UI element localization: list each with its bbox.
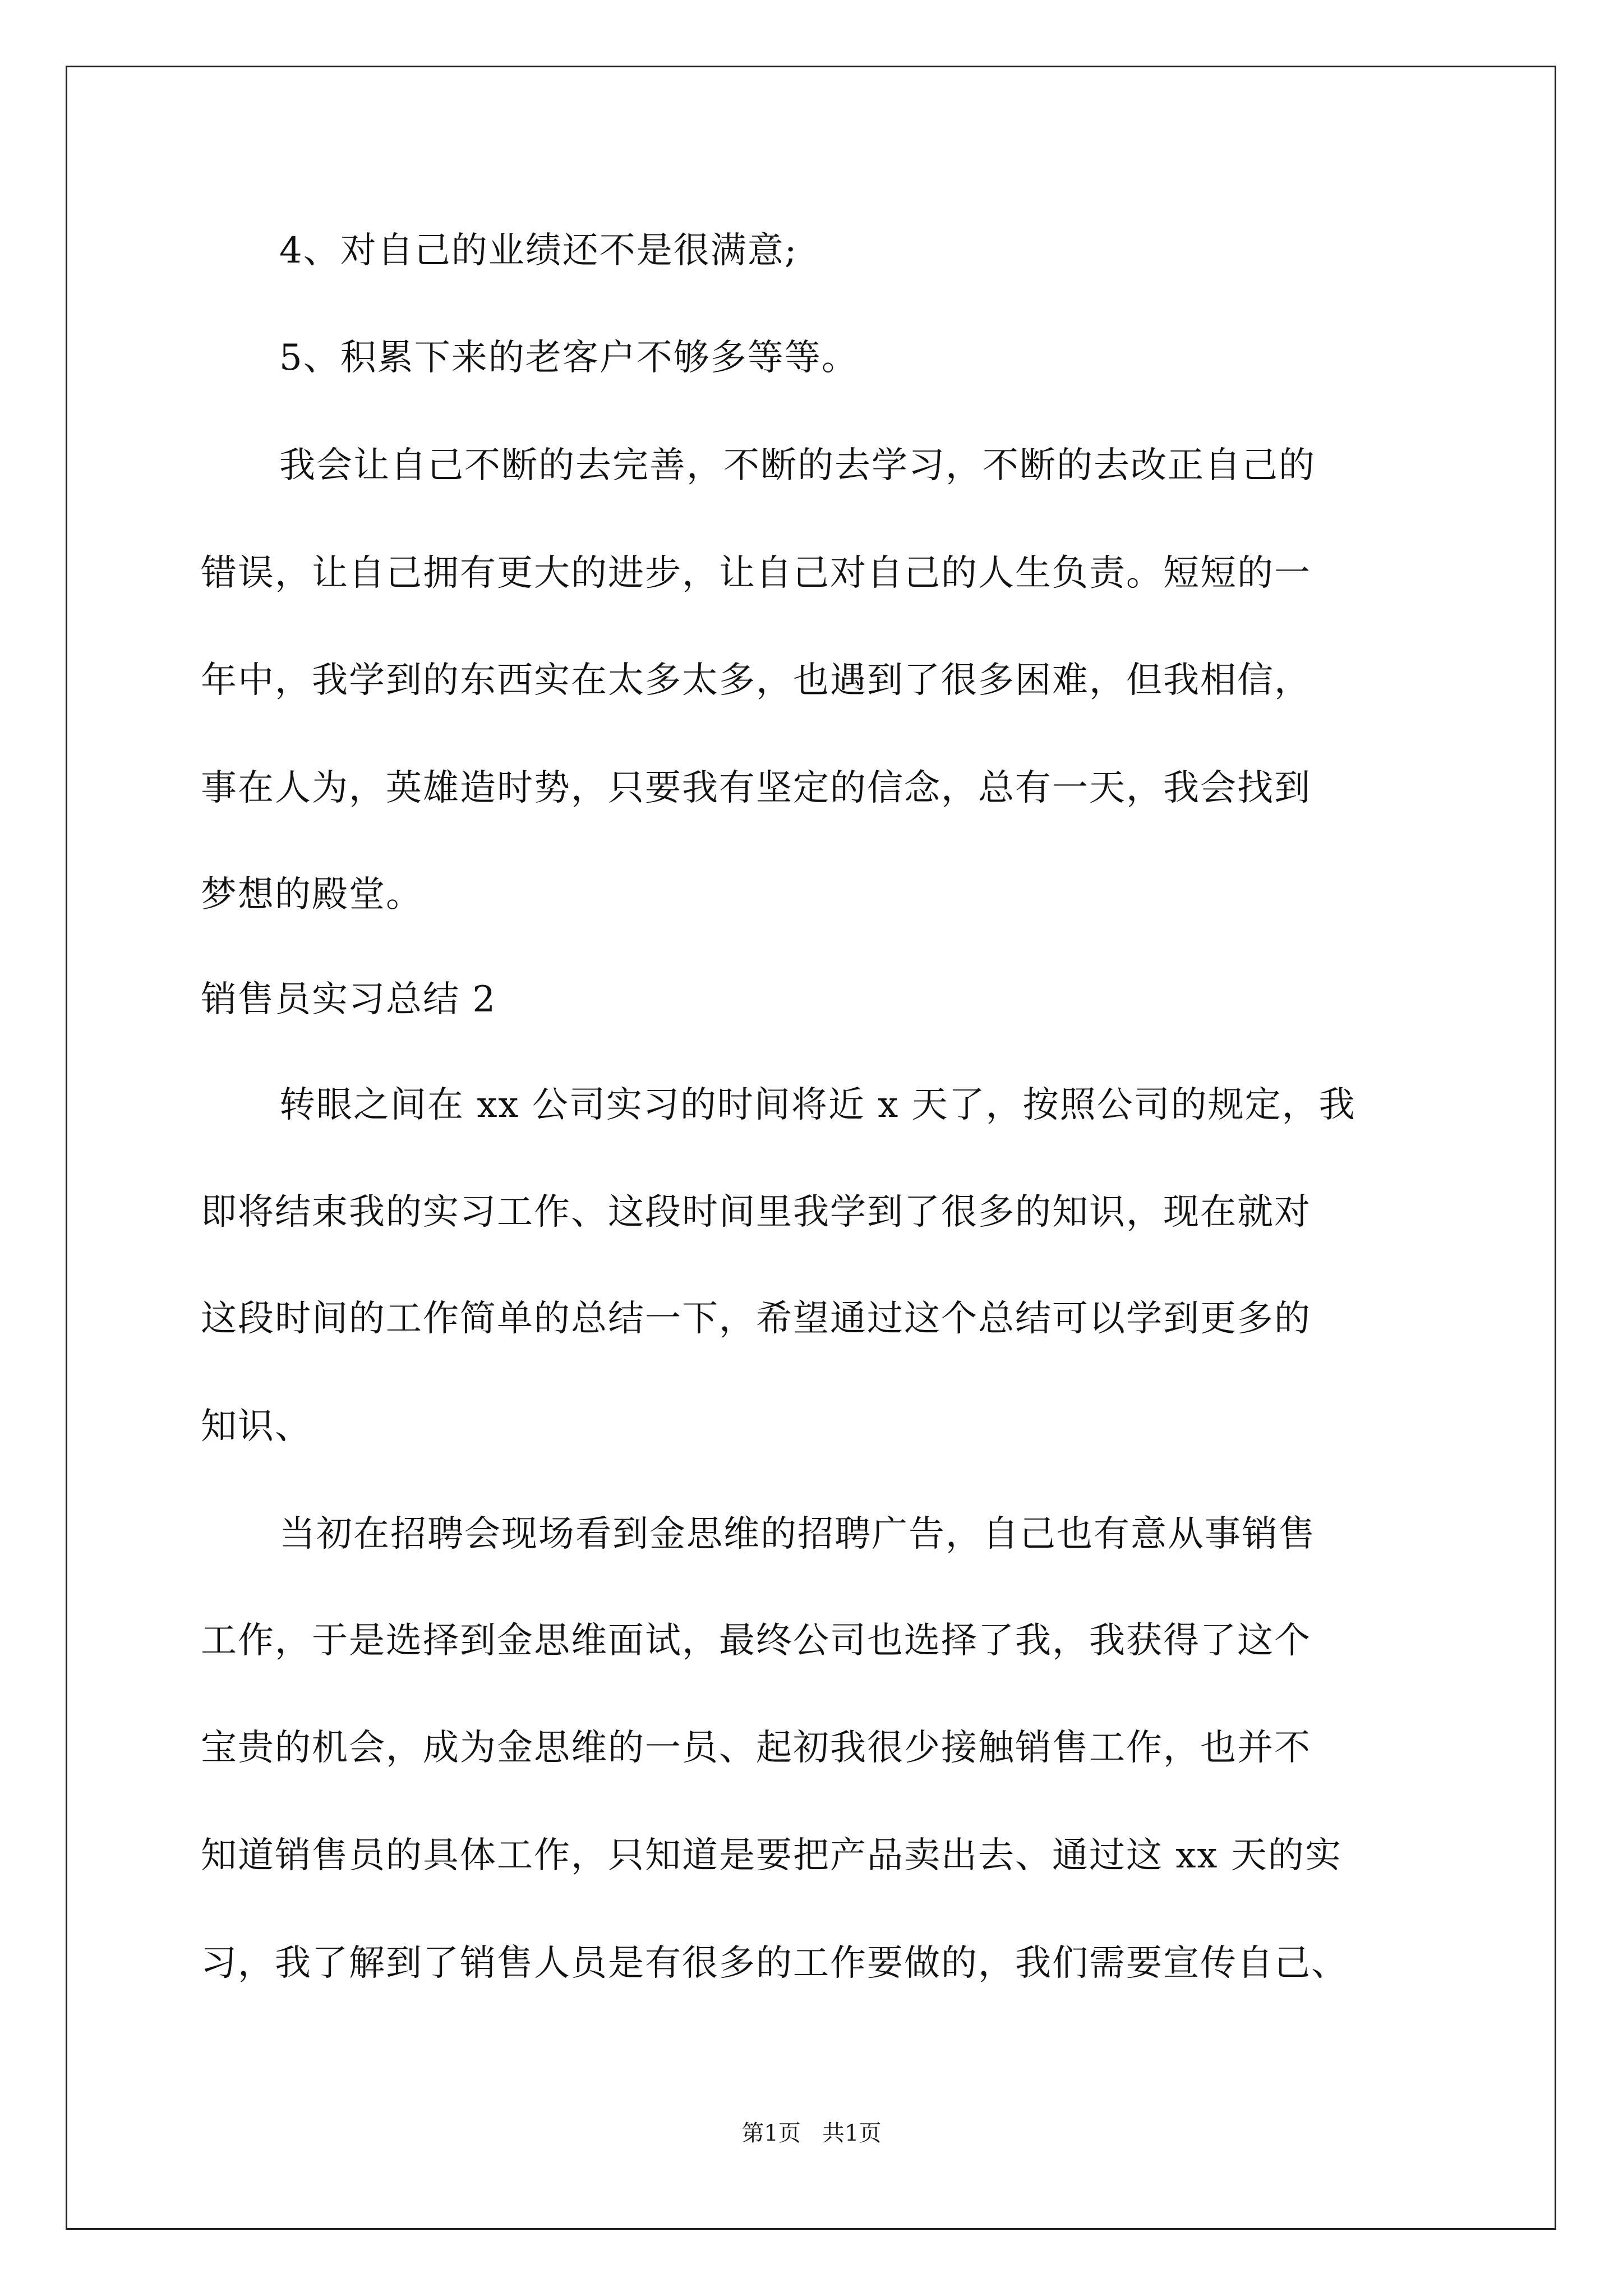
- paragraph-line: 当初在招聘会现场看到金思维的招聘广告，自己也有意从事销售: [279, 1513, 1316, 1555]
- page-border: [66, 66, 1556, 2230]
- paragraph-line: 这段时间的工作简单的总结一下，希望通过这个总结可以学到更多的: [201, 1298, 1311, 1340]
- paragraph-line: 即将结束我的实习工作、这段时间里我学到了很多的知识，现在就对: [201, 1191, 1311, 1233]
- paragraph-line: 宝贵的机会，成为金思维的一员、起初我很少接触销售工作，也并不: [201, 1727, 1311, 1769]
- paragraph-line: 我会让自己不断的去完善，不断的去学习，不断的去改正自己的: [279, 445, 1316, 486]
- paragraph-line: 知道销售员的具体工作，只知道是要把产品卖出去、通过这 xx 天的实: [201, 1835, 1342, 1876]
- list-item-4: 4、对自己的业绩还不是很满意;: [279, 230, 798, 272]
- section-heading: 销售员实习总结 2: [201, 979, 497, 1020]
- list-item-5: 5、积累下来的老客户不够多等等。: [279, 337, 859, 379]
- paragraph-line: 年中，我学到的东西实在太多太多，也遇到了很多困难，但我相信，: [201, 660, 1311, 701]
- paragraph-line: 梦想的殿堂。: [201, 874, 423, 915]
- paragraph-line: 习，我了解到了销售人员是有很多的工作要做的，我们需要宣传自己、: [201, 1943, 1348, 1984]
- paragraph-line: 事在人为，英雄造时势，只要我有坚定的信念，总有一天，我会找到: [201, 767, 1311, 809]
- paragraph-line: 知识、: [201, 1406, 312, 1447]
- page-number-footer: 第1页 共1页: [741, 2120, 882, 2146]
- paragraph-line: 工作，于是选择到金思维面试，最终公司也选择了我，我获得了这个: [201, 1620, 1311, 1662]
- paragraph-line: 转眼之间在 xx 公司实习的时间将近 x 天了，按照公司的规定，我: [279, 1084, 1356, 1126]
- paragraph-line: 错误，让自己拥有更大的进步，让自己对自己的人生负责。短短的一: [201, 553, 1311, 594]
